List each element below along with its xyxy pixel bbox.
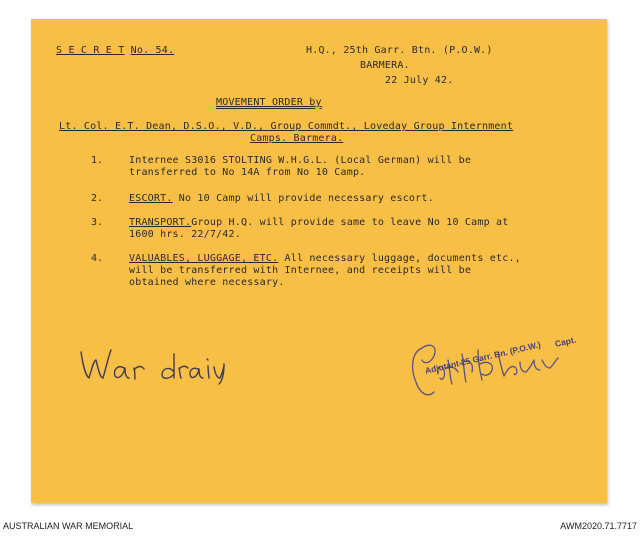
footer-institution: AUSTRALIAN WAR MEMORIAL [3,521,134,531]
item-3-line-2: 1600 hrs. 22/7/42. [129,229,241,240]
order-number: No. 54. [130,45,175,56]
handwritten-war-diary [78,338,228,386]
secret-label: S E C R E T No. 54. [56,45,175,56]
item-3-line-1: TRANSPORT.Group H.Q. will provide same to leave No 10 Camp at [129,217,509,228]
item-4-line-1: VALUABLES, LUGGAGE, ETC. All necessary luggage, documents etc., [129,253,521,264]
issuer-line-2: Camps. Barmera. [250,133,344,144]
item-number: 4. [91,253,104,264]
item-1-line-1: Internee S3016 STOLTING W.H.G.L. (Local German) will be [129,155,472,166]
stamp-capt: Capt. [554,334,577,349]
item-4-line-3: obtained where necessary. [129,277,285,288]
item-2-line-1: ESCORT. No 10 Camp will provide necessary escort. [129,193,434,204]
order-title: MOVEMENT ORDER by [216,97,322,108]
issuer-line-1: Lt. Col. E.T. Dean, D.S.O., V.D., Group Commdt., Loveday Group Internment [59,121,514,132]
item-1-line-2: transferred to No 14A from No 10 Camp. [129,167,366,178]
item-4-line-2: will be transferred with Internee, and receipts will be [129,265,472,276]
date: 22 July 42. [385,75,454,86]
item-number: 3. [91,217,104,228]
hq-line: H.Q., 25th Garr. Btn. (P.O.W.) [306,45,493,56]
place: BARMERA. [360,60,410,71]
item-number: 2. [91,193,104,204]
footer-accession: AWM2020.71.7717 [560,521,637,531]
adjutant-stamp: Adjutant 25 Garr. Bn. (P.O.W.) [424,339,542,376]
item-number: 1. [91,155,104,166]
